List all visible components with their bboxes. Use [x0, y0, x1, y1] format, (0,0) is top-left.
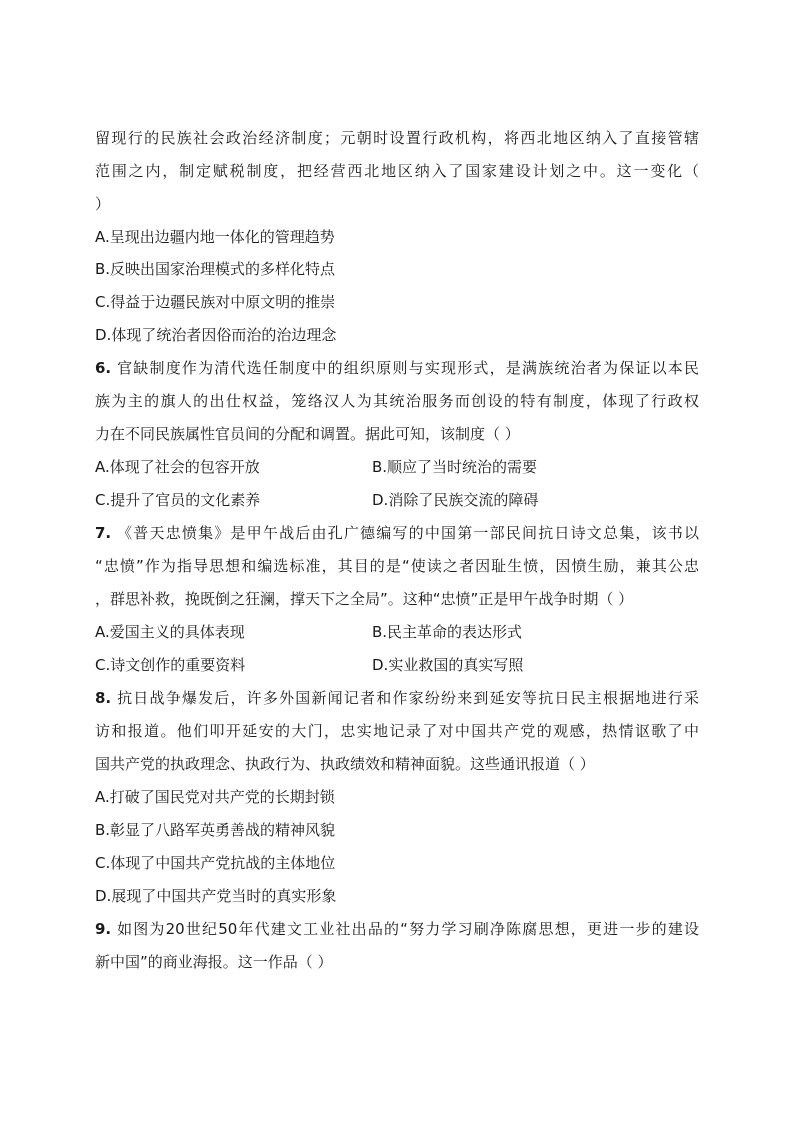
- q8-option-c[interactable]: C.体现了中国共产党抗战的主体地位: [95, 854, 336, 872]
- q6-line-2: 族为主的旗人的出仕权益，笼络汉人为其统治服务而创设的特有制度，体现了行政权: [95, 392, 699, 410]
- q8-line-2: 访和报道。他们叩开延安的大门，忠实地记录了对中国共产党的观感，热情讴歌了中: [95, 722, 699, 740]
- intro-line-2: 范围之内，制定赋税制度，把经营西北地区纳入了国家建设计划之中。这一变化（: [95, 162, 699, 180]
- q6-line-1: [95, 358, 699, 378]
- q9-number: 9.: [95, 920, 112, 938]
- q7-line-2: “忠愤”作为指导思想和编选标准，其目的是“使读之者因耻生愤，因愤生励，兼其公忠: [95, 557, 699, 575]
- intro-line-3: ）: [95, 195, 111, 213]
- q8-text-1: 抗日战争爆发后，许多外国新闻记者和作家纷纷来到延安等抗日民主根据地进行采: [117, 689, 699, 707]
- q6-line-3: 力在不同民族属性官员间的分配和调置。据此可知，该制度（ ）: [95, 425, 520, 443]
- q8-option-d[interactable]: D.展现了中国共产党当时的真实形象: [95, 887, 337, 905]
- q6-text-1: 官缺制度作为清代选任制度中的组织原则与实现形式，是满族统治者为保证以本民: [117, 359, 699, 377]
- intro-option-b[interactable]: B.反映出国家治理模式的多样化特点: [95, 260, 336, 278]
- q9-line-2: 新中国”的商业海报。这一作品（ ）: [95, 953, 333, 971]
- q6-number: 6.: [95, 359, 112, 377]
- q7-option-a[interactable]: A.爱国主义的具体表现: [95, 623, 245, 641]
- intro-line-1: 留现行的民族社会政治经济制度；元朝时设置行政机构，将西北地区纳入了直接管辖: [95, 129, 699, 147]
- q7-text-1: 《普天忠愤集》是甲午战后由孔广德编写的中国第一部民间抗日诗文总集，该书以: [117, 524, 699, 542]
- q7-line-3: ，群思补救，挽既倒之狂澜，撑天下之全局”。这种“忠愤”正是甲午战争时期（ ）: [95, 590, 634, 608]
- q6-option-b[interactable]: B.顺应了当时统治的需要: [372, 458, 538, 476]
- q8-option-a[interactable]: A.打破了国民党对共产党的长期封锁: [95, 788, 335, 806]
- intro-option-a[interactable]: A.呈现出边疆内地一体化的管理趋势: [95, 228, 335, 246]
- q6-option-c[interactable]: C.提升了官员的文化素养: [95, 491, 261, 509]
- q7-option-c[interactable]: C.诗文创作的重要资料: [95, 656, 246, 674]
- q6-option-a[interactable]: A.体现了社会的包容开放: [95, 458, 260, 476]
- q8-line-3: 国共产党的执政理念、执政行为、执政绩效和精神面貌。这些通讯报道（ ）: [95, 755, 595, 773]
- q8-line-1: [95, 688, 699, 708]
- q9-line-1: [95, 919, 699, 939]
- q7-number: 7.: [95, 524, 112, 542]
- intro-option-c[interactable]: C.得益于边疆民族对中原文明的推崇: [95, 293, 336, 311]
- q9-text-1: 如图为20世纪50年代建文工业社出品的“努力学习刷净陈腐思想，更进一步的建设: [117, 920, 699, 938]
- q7-option-d[interactable]: D.实业救国的真实写照: [372, 656, 524, 674]
- intro-option-d[interactable]: D.体现了统治者因俗而治的治边理念: [95, 326, 337, 344]
- q8-option-b[interactable]: B.彰显了八路军英勇善战的精神风貌: [95, 821, 336, 839]
- q7-line-1: [95, 523, 699, 543]
- q6-option-d[interactable]: D.消除了民族交流的障碍: [372, 491, 539, 509]
- q8-number: 8.: [95, 689, 112, 707]
- q7-option-b[interactable]: B.民主革命的表达形式: [372, 623, 523, 641]
